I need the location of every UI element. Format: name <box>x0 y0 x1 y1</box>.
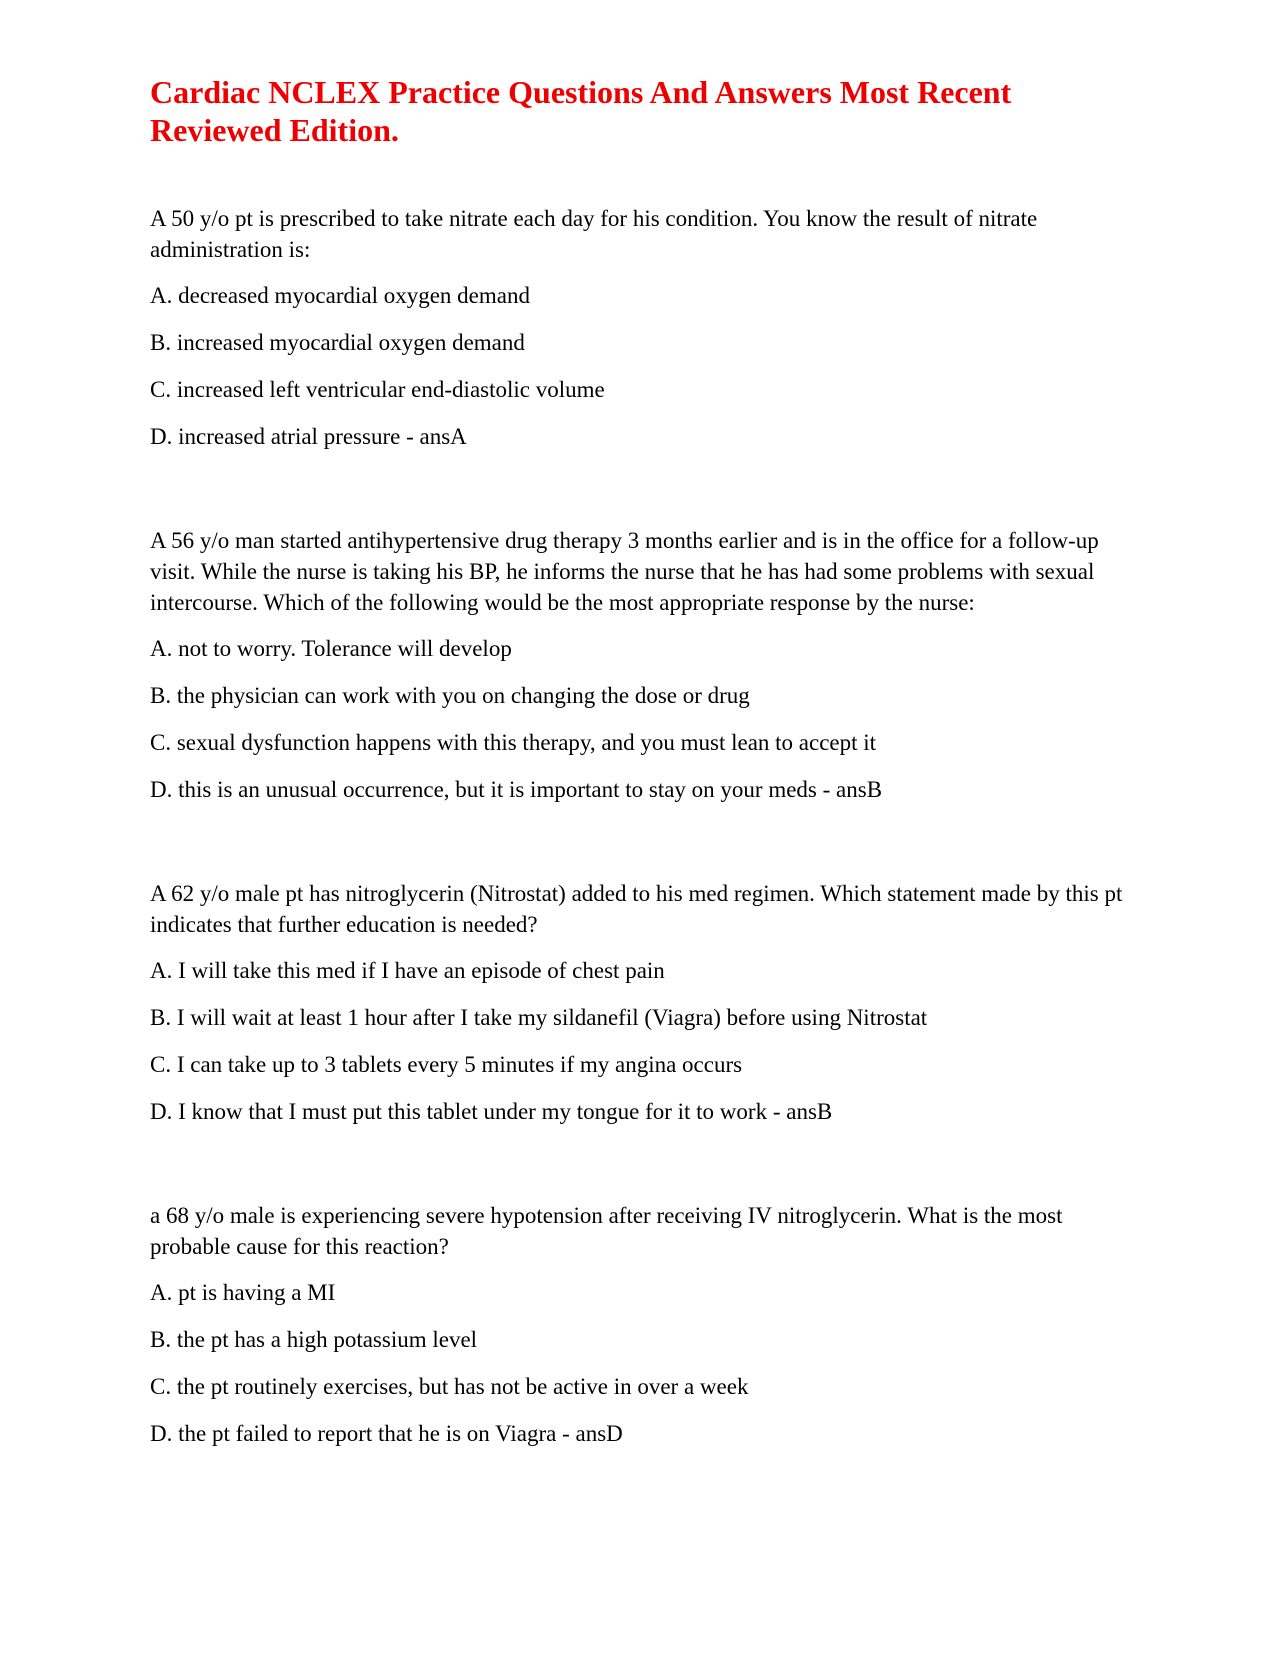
answer-option-d: D. this is an unusual occurrence, but it is important to stay on your meds - ansB <box>150 777 883 802</box>
question-block-1 <box>150 203 1140 452</box>
answer-option-b: B. the pt has a high potassium level <box>150 1327 478 1352</box>
question-text: a 68 y/o male is experiencing severe hypotension after receiving IV nitroglycerin. What is the most probable cause for this reaction? <box>150 1203 1063 1259</box>
answer-option-c: C. increased left ventricular end-diastolic volume <box>150 377 605 402</box>
answer-option-c: C. the pt routinely exercises, but has not be active in over a week <box>150 1374 749 1399</box>
question-block-2 <box>150 525 1140 805</box>
answer-option-b: B. increased myocardial oxygen demand <box>150 330 525 355</box>
answer-option-c: C. I can take up to 3 tablets every 5 minutes if my angina occurs <box>150 1052 743 1077</box>
answer-option-d: D. the pt failed to report that he is on Viagra - ansD <box>150 1421 623 1446</box>
question-block-4 <box>150 1200 1140 1449</box>
question-text: A 62 y/o male pt has nitroglycerin (Nitrostat) added to his med regimen. Which statement made by this pt indicates that further education is needed? <box>150 881 1123 937</box>
answer-option-b: B. the physician can work with you on changing the dose or drug <box>150 683 750 708</box>
question-text: A 56 y/o man started antihypertensive drug therapy 3 months earlier and is in the office for a follow-up visit. While the nurse is taking his BP, he informs the nurse that he has had some problems with sexual intercourse. Which of the following would be the most appropriate response by the nurse: <box>150 528 1099 615</box>
question-text: A 50 y/o pt is prescribed to take nitrate each day for his condition. You know the result of nitrate administration is: <box>150 206 1038 262</box>
answer-option-c: C. sexual dysfunction happens with this therapy, and you must lean to accept it <box>150 730 877 755</box>
answer-option-a: A. decreased myocardial oxygen demand <box>150 283 530 308</box>
answer-option-b: B. I will wait at least 1 hour after I take my sildanefil (Viagra) before using Nitrostat <box>150 1005 928 1030</box>
document-content <box>150 73 1140 1449</box>
question-block-3 <box>150 878 1140 1127</box>
answer-option-a: A. not to worry. Tolerance will develop <box>150 636 512 661</box>
answer-option-a: A. I will take this med if I have an episode of chest pain <box>150 958 665 983</box>
answer-option-d: D. I know that I must put this tablet under my tongue for it to work - ansB <box>150 1099 833 1124</box>
answer-option-a: A. pt is having a MI <box>150 1280 336 1305</box>
document-title: Cardiac NCLEX Practice Questions And Answers Most Recent Reviewed Edition. <box>150 74 1012 148</box>
answer-option-d: D. increased atrial pressure - ansA <box>150 424 467 449</box>
